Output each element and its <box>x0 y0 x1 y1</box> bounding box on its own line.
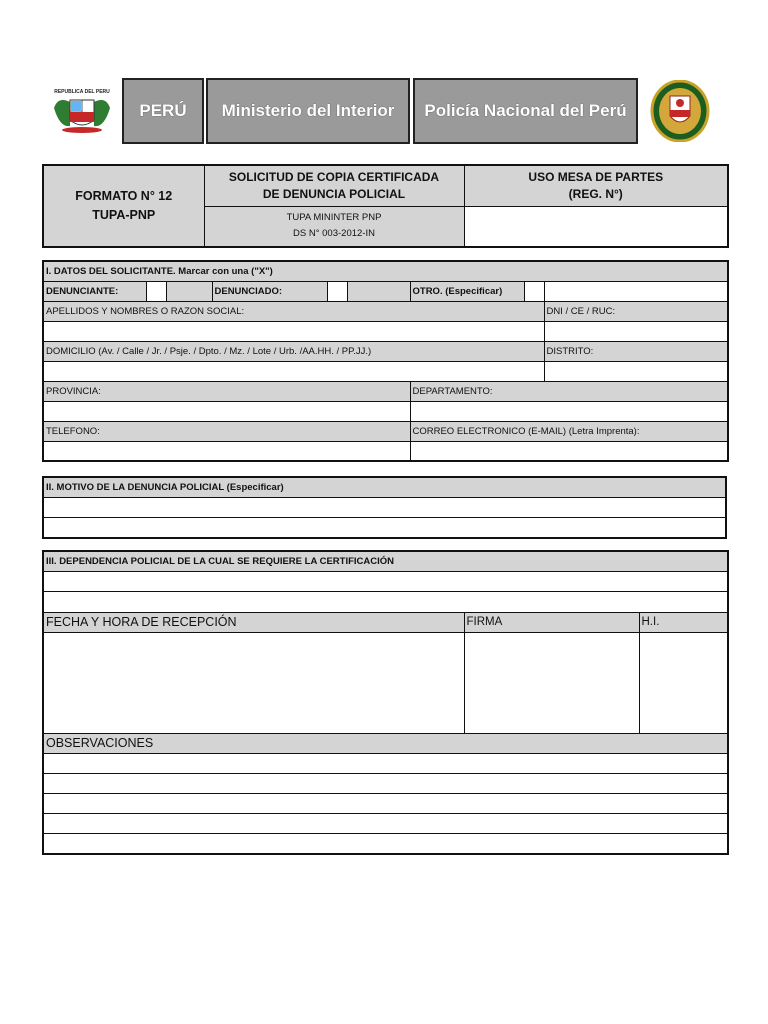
dni-label: DNI / CE / RUC: <box>544 301 728 321</box>
section3-title: III. DEPENDENCIA POLICIAL DE LA CUAL SE REQUIERE LA CERTIFICACIÓN <box>43 551 728 571</box>
departamento-label: DEPARTAMENTO: <box>410 381 728 401</box>
header-policia-text: Policía Nacional del Perú <box>424 101 627 120</box>
tupa-line1: TUPA MININTER PNP <box>286 212 382 224</box>
dni-field[interactable] <box>544 321 728 341</box>
observaciones-field-line1[interactable] <box>43 753 728 773</box>
observaciones-field-line2[interactable] <box>43 773 728 793</box>
observaciones-field-line5[interactable] <box>43 833 728 854</box>
formato-header-table <box>42 164 729 248</box>
observaciones-field-line3[interactable] <box>43 793 728 813</box>
denunciante-checkbox[interactable] <box>146 281 166 301</box>
apellidos-field[interactable] <box>43 321 544 341</box>
motivo-field-line1[interactable] <box>43 497 726 517</box>
section3-table <box>42 550 729 855</box>
otro-checkbox[interactable] <box>524 281 544 301</box>
otro-especificar-field[interactable] <box>544 281 728 301</box>
distrito-label: DISTRITO: <box>544 341 728 361</box>
solicitud-title-line2: DE DENUNCIA POLICIAL <box>262 186 406 201</box>
distrito-field[interactable] <box>544 361 728 381</box>
denunciado-label: DENUNCIADO: <box>212 281 327 301</box>
otro-label: OTRO. (Especificar) <box>410 281 524 301</box>
header-peru-text: PERÚ <box>139 101 187 120</box>
dependencia-field-line1[interactable] <box>43 571 728 591</box>
fecha-label: FECHA Y HORA DE RECEPCIÓN <box>43 612 464 632</box>
pnp-emblem-logo <box>650 80 710 142</box>
formato-cell <box>43 165 204 247</box>
fecha-field[interactable] <box>43 632 464 733</box>
section1-title: I. DATOS DEL SOLICITANTE. Marcar con una ("X") <box>43 261 728 281</box>
provincia-label: PROVINCIA: <box>43 381 410 401</box>
section2-title: II. MOTIVO DE LA DENUNCIA POLICIAL (Especificar) <box>43 477 726 497</box>
uso-mesa-line1: USO MESA DE PARTES <box>528 169 664 184</box>
header-box-ministerio <box>206 78 410 144</box>
telefono-label: TELEFONO: <box>43 421 410 441</box>
uso-mesa-line2: (REG. N°) <box>568 186 623 201</box>
hi-label: H.I. <box>639 612 728 632</box>
formato-tupa: TUPA-PNP <box>92 208 156 222</box>
denunciado-checkbox[interactable] <box>327 281 347 301</box>
firma-field[interactable] <box>464 632 639 733</box>
formato-number: FORMATO N° 12 <box>75 189 173 203</box>
peru-coat-of-arms-logo <box>50 86 114 136</box>
correo-field[interactable] <box>410 441 728 461</box>
reg-number-field[interactable] <box>464 206 728 247</box>
provincia-field[interactable] <box>43 401 410 421</box>
logo-text: REPUBLICA DEL PERU <box>54 89 110 95</box>
motivo-field-line2[interactable] <box>43 517 726 538</box>
apellidos-label: APELLIDOS Y NOMBRES O RAZON SOCIAL: <box>43 301 544 321</box>
domicilio-label: DOMICILIO (Av. / Calle / Jr. / Psje. / Dpto. / Mz. / Lote / Urb. /AA.HH. / PP.JJ.) <box>43 341 544 361</box>
observaciones-field-line4[interactable] <box>43 813 728 833</box>
firma-label: FIRMA <box>464 612 639 632</box>
solicitud-cell <box>204 165 464 206</box>
domicilio-field[interactable] <box>43 361 544 381</box>
telefono-field[interactable] <box>43 441 410 461</box>
section1-table <box>42 260 729 462</box>
tupa-line2: DS N° 003-2012-IN <box>293 228 375 240</box>
solicitud-title-line1: SOLICITUD DE COPIA CERTIFICADA <box>228 169 440 184</box>
header-box-peru <box>122 78 204 144</box>
hi-field[interactable] <box>639 632 728 733</box>
denunciante-label: DENUNCIANTE: <box>43 281 146 301</box>
tupa-cell <box>204 206 464 247</box>
section2-table <box>42 476 727 539</box>
departamento-field[interactable] <box>410 401 728 421</box>
uso-mesa-cell <box>464 165 728 206</box>
header-box-policia <box>413 78 638 144</box>
correo-label: CORREO ELECTRONICO (E-MAIL) (Letra Imprenta): <box>410 421 728 441</box>
observaciones-label: OBSERVACIONES <box>43 733 728 753</box>
header-ministerio-text: Ministerio del Interior <box>221 101 395 120</box>
dependencia-field-line2[interactable] <box>43 591 728 612</box>
